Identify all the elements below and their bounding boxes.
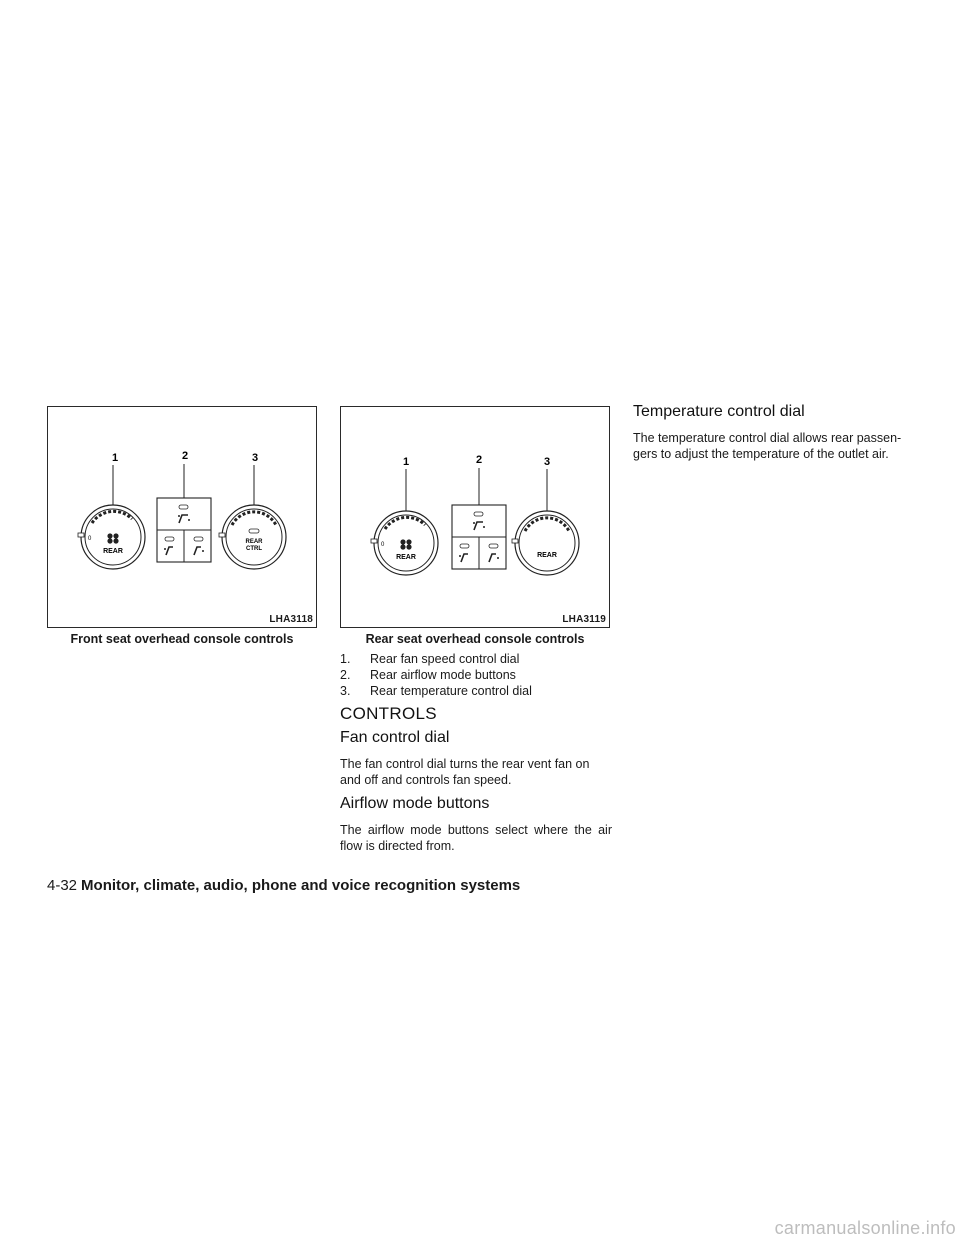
legend-item bbox=[340, 683, 610, 699]
callout-2: 2 bbox=[182, 450, 189, 462]
callout-3: 3 bbox=[252, 452, 259, 464]
airflow-text: The airflow mode buttons select where the air flow is directed from. bbox=[340, 823, 612, 853]
fan-dial-label: REAR bbox=[103, 548, 123, 555]
figure-caption-front: Front seat overhead console controls bbox=[70, 632, 294, 646]
figure-code: LHA3119 bbox=[562, 614, 606, 625]
airflow-mode-panel bbox=[452, 505, 506, 569]
callout-2: 2 bbox=[476, 454, 483, 466]
figure-code: LHA3118 bbox=[269, 614, 313, 625]
callout-1: 1 bbox=[403, 456, 410, 468]
fan-speed-dial bbox=[78, 505, 145, 569]
legend-text: Rear fan speed control dial bbox=[370, 652, 520, 666]
dial-zero-label: 0 bbox=[88, 536, 92, 542]
airflow-mode-panel bbox=[157, 498, 211, 562]
legend-number: 2. bbox=[340, 668, 351, 682]
dial-zero-label: 0 bbox=[381, 542, 385, 548]
page-number: 4-32 bbox=[47, 877, 78, 894]
legend-text: Rear airflow mode buttons bbox=[370, 668, 516, 682]
chapter-title: Monitor, climate, audio, phone and voice recognition systems bbox=[81, 877, 521, 894]
temp-dial-label-line2: CTRL bbox=[246, 546, 262, 552]
callout-3: 3 bbox=[544, 456, 551, 468]
legend-number: 1. bbox=[340, 652, 351, 666]
fan-control-text: The fan control dial turns the rear vent fan on and off and controls fan speed. bbox=[340, 757, 590, 787]
figure-caption-rear: Rear seat overhead console controls bbox=[365, 632, 585, 646]
fan-control-heading: Fan control dial bbox=[340, 729, 450, 746]
fan-speed-dial bbox=[371, 511, 438, 575]
airflow-heading: Airflow mode buttons bbox=[340, 795, 490, 812]
temp-dial-label: REAR bbox=[537, 552, 557, 559]
figure-front-console bbox=[47, 406, 317, 628]
temp-dial-label-line1: REAR bbox=[245, 539, 263, 545]
page-footer bbox=[47, 877, 520, 894]
temperature-text: The temperature control dial allows rear passen-gers to adjust the temperature of the outlet air. bbox=[633, 431, 902, 461]
legend-item bbox=[340, 667, 610, 683]
legend-text: Rear temperature control dial bbox=[370, 684, 532, 698]
callout-legend bbox=[340, 651, 610, 699]
legend-item bbox=[340, 651, 610, 667]
legend-number: 3. bbox=[340, 684, 351, 698]
front-console-illustration bbox=[48, 407, 318, 627]
callout-1: 1 bbox=[112, 452, 119, 464]
fan-dial-label: REAR bbox=[396, 554, 416, 561]
temperature-heading: Temperature control dial bbox=[633, 403, 805, 420]
temperature-dial bbox=[219, 505, 286, 569]
temperature-dial bbox=[512, 511, 579, 575]
rear-console-illustration bbox=[341, 407, 611, 627]
controls-heading: CONTROLS bbox=[340, 704, 437, 723]
watermark[interactable]: carmanualsonline.info bbox=[774, 1218, 956, 1238]
figure-rear-console bbox=[340, 406, 610, 628]
